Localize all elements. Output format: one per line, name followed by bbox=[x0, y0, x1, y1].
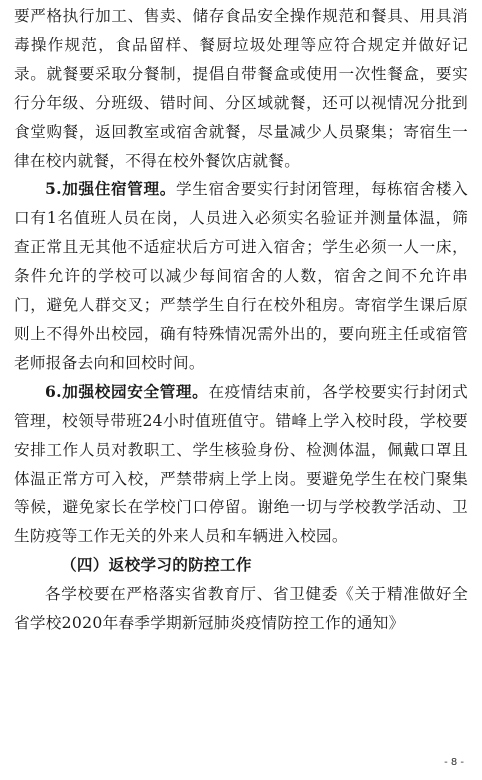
paragraph-campus-safety bbox=[14, 378, 468, 551]
text-campus-safety: 在疫情结束前，各学校要实行封闭式管理，校领导带班24小时值班值守。错峰上学入校时段，学校要安排工作人员对教职工、学生核验身份、检测体温，佩戴口罩且体温正常方可入校，严禁带病上学上岗。要避免学生在校门聚集等候，避免家长在学校门口停留。谢绝一切与学校教学活动、卫生防疫等工作无关的外来人员和车辆进入校园。 bbox=[14, 382, 468, 546]
page-number: - 8 - bbox=[444, 757, 464, 768]
heading-campus-safety: 6.加强校园安全管理。 bbox=[45, 381, 209, 401]
section-heading-return-to-school: （四）返校学习的防控工作 bbox=[61, 555, 252, 575]
document-body bbox=[14, 2, 468, 638]
paragraph-food-safety: 要严格执行加工、售卖、储存食品安全操作规范和餐具、用具消毒操作规范，食品留样、餐厨垃圾处理等应符合规定并做好记录。就餐要采取分餐制，提倡自带餐盒或使用一次性餐盒，要实行分年级、分班级、错时间、分区域就餐，还可以视情况分批到食堂购餐，返回教室或宿舍就餐，尽量减少人员聚集；寄宿生一律在校内就餐，不得在校外餐饮店就餐。 bbox=[14, 7, 468, 170]
paragraph-return-to-school: 各学校要在严格落实省教育厅、省卫健委《关于精准做好全省学校2020年春季学期新冠肺炎疫情防控工作的通知》 bbox=[14, 585, 468, 633]
text-dormitory-management: 学生宿舍要实行封闭管理，每栋宿舍楼入口有1名值班人员在岗，人员进入必须实名验证并测量体温，筛查正常且无其他不适症状后方可进入宿舍；学生必须一人一床，条件允许的学校可以减少每间宿舍的人数，宿舍之间不允许串门，避免人群交叉；严禁学生自行在校外租房。寄宿学生课后原则上不得外出校园，确有特殊情况需外出的，要向班主任或宿管老师报备去向和回校时间。 bbox=[14, 180, 469, 372]
paragraph-dormitory-management bbox=[14, 175, 468, 377]
heading-dormitory-management: 5.加强住宿管理。 bbox=[45, 179, 176, 199]
